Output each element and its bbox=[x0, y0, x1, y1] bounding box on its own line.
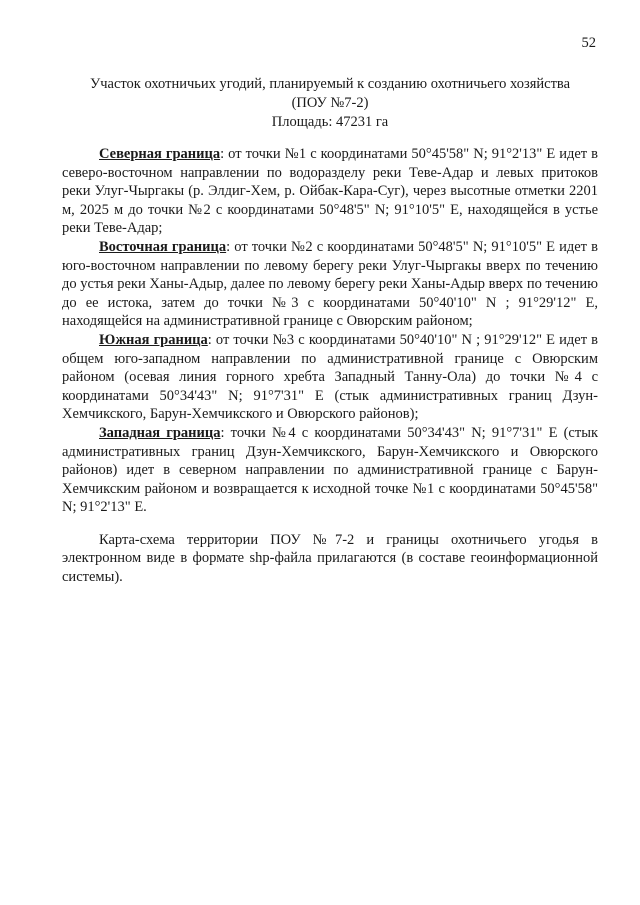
south-border-paragraph bbox=[62, 331, 598, 424]
title-line-3: Площадь: 47231 га bbox=[271, 114, 389, 130]
north-border-heading: Северная граница bbox=[99, 146, 221, 162]
north-border-text: : от точки №1 с координатами 50°45'58" N; 91°2'13" E идет в северо-восточном направлении по водоразделу реки Теве-Адар и левых притоков реки Улуг-Чыргакы (р. Элдиг-Хем, р. Ойбак-Кара-Суг), через высотные отметки 2201 м, 2025 м до точки №2 с координатами 50°48'5" N; 91°10'5" E, находящейся в устье реки Теве-Адар; bbox=[62, 146, 599, 237]
page-number: 52 bbox=[581, 35, 596, 51]
north-border-paragraph bbox=[62, 145, 598, 238]
closing-paragraph: Карта-схема территории ПОУ №7-2 и границы охотничьего угодья в электронном виде в формате shp-файла прилагаются (в составе геоинформационной системы). bbox=[62, 531, 598, 586]
east-border-paragraph bbox=[62, 238, 598, 331]
title-line-1: Участок охотничьих угодий, планируемый к созданию охотничьего хозяйства bbox=[89, 76, 571, 92]
document-body bbox=[62, 145, 598, 587]
west-border-text: : точки №4 с координатами 50°34'43" N; 91°7'31" E (стык административных границ Дзун-Хемчикского, Барун-Хемчикского и Овюрского районов) идет в северном направлении по административной границе с Барун-Хемчикским районом и возвращается к исходной точке №1 с координатами 50°45'58" N; 91°2'13" E. bbox=[62, 424, 598, 516]
west-border-heading: Западная граница bbox=[99, 424, 221, 441]
east-border-heading: Восточная граница bbox=[99, 238, 227, 255]
document-title bbox=[60, 75, 600, 132]
title-line-2: (ПОУ №7-2) bbox=[291, 95, 369, 111]
east-border-text: : от точки №2 с координатами 50°48'5" N; 91°10'5" E идет в юго-восточном направлении по левому берегу реки Улуг-Чыргакы вверх по течению до устья реки Ханы-Адыр, далее по левому берегу реки Ханы-Адыр вверх по течению до ее истока, затем до точки №3 с координатами 50°40'10" N ; 91°29'12" E, находящейся на административной границе с Овюрским районом; bbox=[62, 238, 598, 330]
south-border-text: : от точки №3 с координатами 50°40'10" N ; 91°29'12" E идет в общем юго-западном направлении по административной границе с Овюрским районом (осевая линия горного хребта Западный Танну-Ола) до точки №4 с координатами 50°34'43" N; 91°7'31" E (стык административных границ Дзун-Хемчикского, Барун-Хемчикского и Овюрского районов); bbox=[62, 331, 598, 423]
south-border-heading: Южная граница bbox=[99, 331, 208, 348]
west-border-paragraph bbox=[62, 424, 598, 517]
